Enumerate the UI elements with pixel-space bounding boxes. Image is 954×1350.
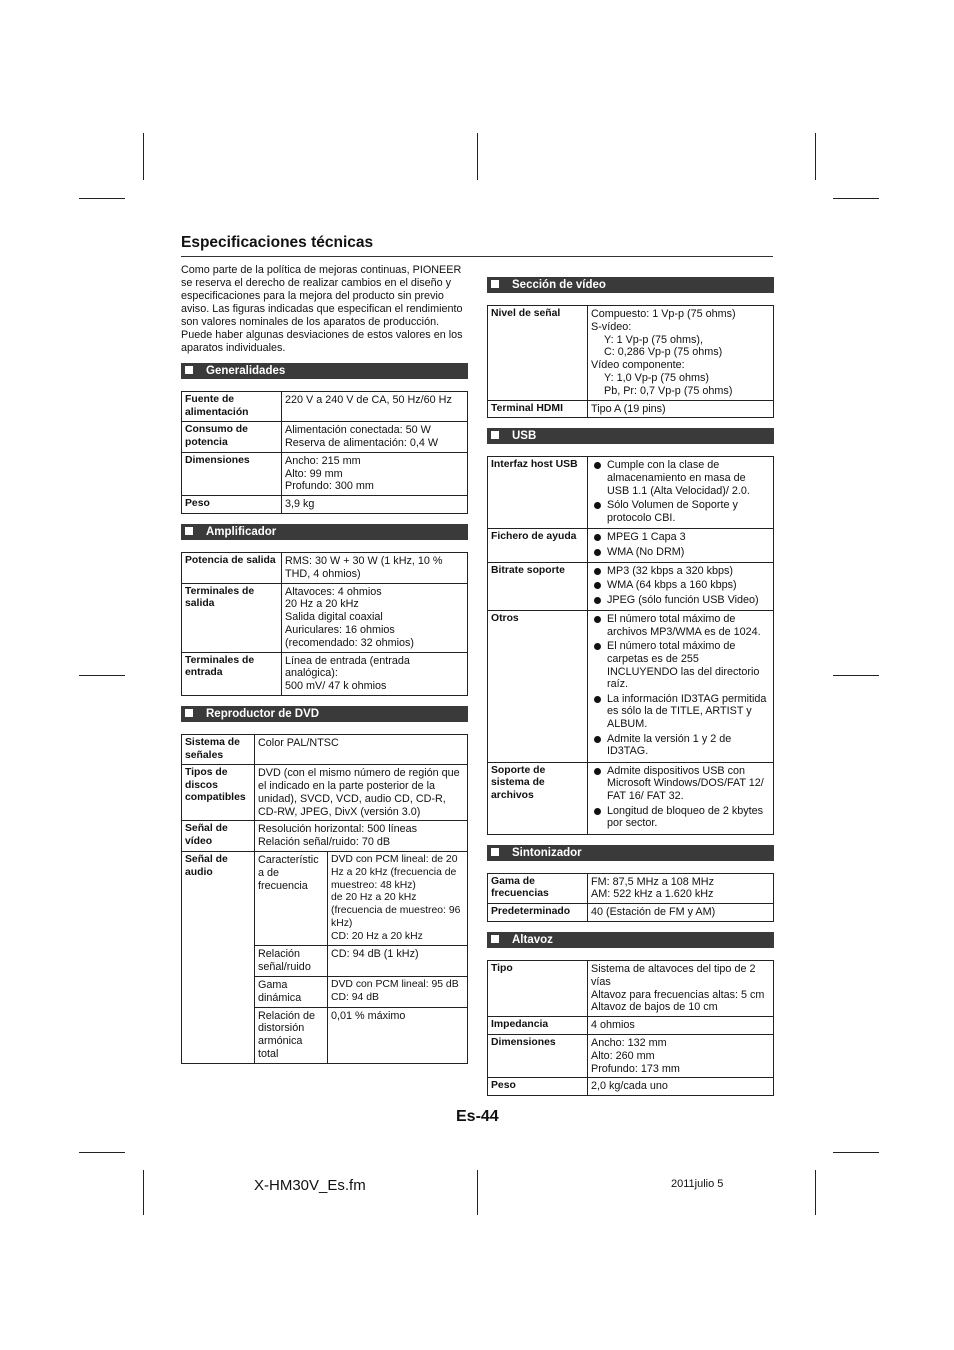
spec-label: Tipo [488, 960, 588, 1016]
table-row [488, 562, 774, 610]
spec-value: DVD con PCM lineal: de 20 Hz a 20 kHz (frecuencia de muestreo: 48 kHz) [331, 853, 458, 891]
square-bullet-icon [491, 280, 499, 288]
spec-value: Compuesto: 1 Vp-p (75 ohms) [591, 308, 736, 320]
spec-value: (recomendado: 32 ohmios) [285, 636, 415, 649]
spec-value: Altavoz de bajos de 10 cm [591, 1001, 718, 1014]
table-row [182, 583, 468, 652]
video-table [487, 305, 774, 418]
spec-value: Auriculares: 16 ohmios [285, 623, 395, 636]
spec-label: Predeterminado [488, 904, 588, 922]
spec-label: Terminal HDMI [488, 400, 588, 418]
spec-value: 40 (Estación de FM y AM) [588, 904, 774, 922]
footer-filename: X-HM30V_Es.fm [254, 1177, 366, 1194]
crop-mark [79, 675, 125, 676]
crop-mark [833, 1152, 879, 1153]
spec-sublabel: Gama dinámica [255, 977, 328, 1008]
spec-value: Relación señal/ruido: 70 dB [258, 836, 391, 849]
spec-value: de 20 Hz a 20 kHz (frecuencia de muestreo: 96 kHz) [331, 892, 461, 929]
reproductor-table [181, 734, 468, 1064]
spec-value: Profundo: 173 mm [591, 1062, 680, 1075]
bullet-item: La información ID3TAG permitida es sólo la de TITLE, ARTIST y ALBUM. [591, 693, 769, 731]
spec-value: Reserva de alimentación: 0,4 W [285, 436, 439, 449]
section-header-reproductor: Reproductor de DVD [181, 706, 468, 722]
spec-value: Tipo A (19 pins) [588, 400, 774, 418]
bullet-item: MPEG 1 Capa 3 [591, 531, 769, 544]
section-header-altavoz: Altavoz [487, 932, 774, 948]
crop-mark [477, 133, 478, 180]
spec-value: AM: 522 kHz a 1.620 kHz [591, 888, 714, 901]
square-bullet-icon [185, 527, 193, 535]
spec-label: Soporte de sistema de archivos [488, 762, 588, 834]
spec-sublabel: Relación señal/ruido [255, 946, 328, 977]
spec-value: Altavoz para frecuencias altas: 5 cm [591, 988, 765, 1001]
spec-value: Pb, Pr: 0,7 Vp-p (75 ohms) [604, 384, 733, 397]
spec-value: Línea de entrada (entrada analógica): [285, 654, 410, 680]
crop-mark [477, 1170, 478, 1215]
spec-label: Peso [182, 496, 282, 514]
spec-value: 0,01 % máximo [328, 1007, 468, 1063]
table-row [488, 400, 774, 418]
table-row [488, 457, 774, 529]
page-number: Es-44 [456, 1108, 499, 1125]
square-bullet-icon [491, 848, 499, 856]
spec-value: Altavoces: 4 ohmios [285, 585, 382, 598]
crop-mark [833, 675, 879, 676]
spec-label: Fuente de alimentación [182, 392, 282, 422]
bullet-item: Cumple con la clase de almacenamiento en masa de USB 1.1 (Alta Velocidad)/ 2.0. [591, 459, 769, 497]
spec-value: 4 ohmios [588, 1017, 774, 1035]
spec-value: FM: 87,5 MHz a 108 MHz [591, 875, 714, 888]
spec-value: C: 0,286 Vp-p (75 ohms) [604, 346, 723, 359]
spec-value: 3,9 kg [285, 498, 315, 511]
table-row [182, 821, 468, 852]
spec-value: CD: 94 dB (1 kHz) [328, 946, 468, 977]
spec-label: Interfaz host USB [488, 457, 588, 529]
section-header-video: Sección de vídeo [487, 277, 774, 293]
spec-label: Consumo de potencia [182, 422, 282, 453]
spec-sublabel: Característic a de frecuencia [255, 851, 328, 946]
spec-label: Dimensiones [182, 452, 282, 495]
spec-value: 500 mV/ 47 k ohmios [285, 680, 387, 693]
sintonizador-table [487, 873, 774, 922]
right-column [487, 277, 774, 1106]
spec-label: Peso [488, 1078, 588, 1096]
left-column [181, 264, 468, 1074]
bullet-item: WMA (64 kbps a 160 kbps) [591, 579, 769, 592]
spec-value: 2,0 kg/cada uno [588, 1078, 774, 1096]
crop-mark [815, 133, 816, 180]
crop-mark [143, 1170, 144, 1215]
generalidades-table [181, 391, 468, 514]
crop-mark [833, 198, 879, 199]
crop-mark [143, 133, 144, 180]
spec-label: Impedancia [488, 1017, 588, 1035]
table-row [182, 496, 468, 514]
spec-value: S-vídeo: [591, 320, 632, 333]
spec-value: 220 V a 240 V de CA, 50 Hz/60 Hz [285, 394, 452, 406]
bullet-item: El número total máximo de archivos MP3/WMA es de 1024. [591, 613, 769, 639]
table-row [182, 552, 468, 583]
usb-table [487, 456, 774, 834]
spec-value: Ancho: 215 mm [285, 454, 361, 467]
square-bullet-icon [491, 431, 499, 439]
spec-label: Nivel de señal [488, 306, 588, 401]
spec-label: Señal de vídeo [182, 821, 255, 852]
square-bullet-icon [491, 935, 499, 943]
spec-value: Alto: 99 mm [285, 467, 343, 480]
spec-label: Tipos de discos compatibles [182, 765, 255, 821]
altavoz-table [487, 960, 774, 1096]
table-row [488, 904, 774, 922]
table-row [182, 734, 468, 764]
section-header-amplificador: Amplificador [181, 524, 468, 540]
bullet-item: WMA (No DRM) [591, 546, 769, 559]
section-header-usb: USB [487, 428, 774, 444]
table-row [182, 765, 468, 821]
table-row [488, 1078, 774, 1096]
spec-value: Y: 1,0 Vp-p (75 ohms) [604, 371, 710, 384]
bullet-item: Longitud de bloqueo de 2 kbytes por sector. [591, 805, 769, 831]
bullet-item: JPEG (sólo función USB Video) [591, 594, 769, 607]
table-row [182, 452, 468, 495]
table-row [488, 873, 774, 904]
table-row [488, 306, 774, 401]
footer-date: 2011julio 5 [671, 1178, 724, 1190]
spec-label: Potencia de salida [182, 552, 282, 583]
spec-value: DVD (con el mismo número de región que el indicado en la parte posterior de la unidad), SVCD, VCD, audio CD, CD-R, CD-RW, JPEG, DivX (versión 3.0) [255, 765, 468, 821]
crop-mark [79, 1152, 125, 1153]
spec-label: Dimensiones [488, 1034, 588, 1077]
table-row [488, 960, 774, 1016]
spec-label: Otros [488, 610, 588, 762]
spec-label: Terminales de salida [182, 583, 282, 652]
spec-value: CD: 20 Hz a 20 kHz [331, 930, 423, 942]
spec-label: Señal de audio [182, 851, 255, 1063]
spec-value: Resolución horizontal: 500 líneas [258, 823, 418, 836]
section-header-generalidades: Generalidades [181, 363, 468, 379]
spec-value: Alto: 260 mm [591, 1049, 655, 1062]
table-row [182, 392, 468, 422]
table-row [182, 851, 468, 946]
spec-value: Salida digital coaxial [285, 611, 383, 624]
bullet-item: MP3 (32 kbps a 320 kbps) [591, 565, 769, 578]
bullet-item: Admite dispositivos USB con Microsoft Windows/DOS/FAT 12/ FAT 16/ FAT 32. [591, 765, 769, 803]
spec-value: Sistema de altavoces del tipo de 2 vías [591, 962, 756, 988]
spec-value: Alimentación conectada: 50 W [285, 424, 431, 437]
title-rule [181, 256, 773, 257]
page-title: Especificaciones técnicas [181, 234, 374, 251]
crop-mark [815, 1170, 816, 1215]
spec-value: RMS: 30 W + 30 W (1 kHz, 10 % THD, 4 ohmios) [282, 552, 468, 583]
spec-sublabel: Relación de distorsión armónica total [255, 1007, 328, 1063]
spec-label: Gama de frecuencias [488, 873, 588, 904]
spec-label: Terminales de entrada [182, 652, 282, 695]
square-bullet-icon [185, 709, 193, 717]
crop-mark [79, 198, 125, 199]
spec-label: Sistema de señales [182, 734, 255, 764]
spec-label: Bitrate soporte [488, 562, 588, 610]
spec-value: DVD con PCM lineal: 95 dB [331, 979, 459, 991]
bullet-item: Admite la versión 1 y 2 de ID3TAG. [591, 733, 769, 759]
spec-value: Profundo: 300 mm [285, 480, 374, 493]
spec-label: Fichero de ayuda [488, 529, 588, 563]
table-row [488, 529, 774, 563]
bullet-item: El número total máximo de carpetas es de 255 INCLUYENDO las del directorio raíz. [591, 640, 769, 691]
spec-value: Vídeo componente: [591, 359, 685, 372]
bullet-item: Sólo Volumen de Soporte y protocolo CBI. [591, 499, 769, 525]
amplificador-table [181, 552, 468, 696]
table-row [488, 1017, 774, 1035]
table-row [182, 422, 468, 453]
spec-value: Color PAL/NTSC [255, 734, 468, 764]
intro-text: Como parte de la política de mejoras continuas, PIONEER se reserva el derecho de realizar cambios en el diseño y especificaciones para la mejora del producto sin previo aviso. Las figuras indicadas que especifican el rendimiento son valores nominales de los aparatos de producción. Puede haber algunas desviaciones de estos valores en los aparatos individuales. [181, 264, 463, 354]
table-row [488, 762, 774, 834]
spec-value: Ancho: 132 mm [591, 1036, 667, 1049]
spec-value: 20 Hz a 20 kHz [285, 598, 359, 611]
table-row [488, 1034, 774, 1077]
square-bullet-icon [185, 366, 193, 374]
table-row [488, 610, 774, 762]
spec-value: Y: 1 Vp-p (75 ohms), [604, 333, 704, 346]
table-row [182, 652, 468, 695]
spec-value: CD: 94 dB [331, 991, 379, 1003]
section-header-sintonizador: Sintonizador [487, 845, 774, 861]
